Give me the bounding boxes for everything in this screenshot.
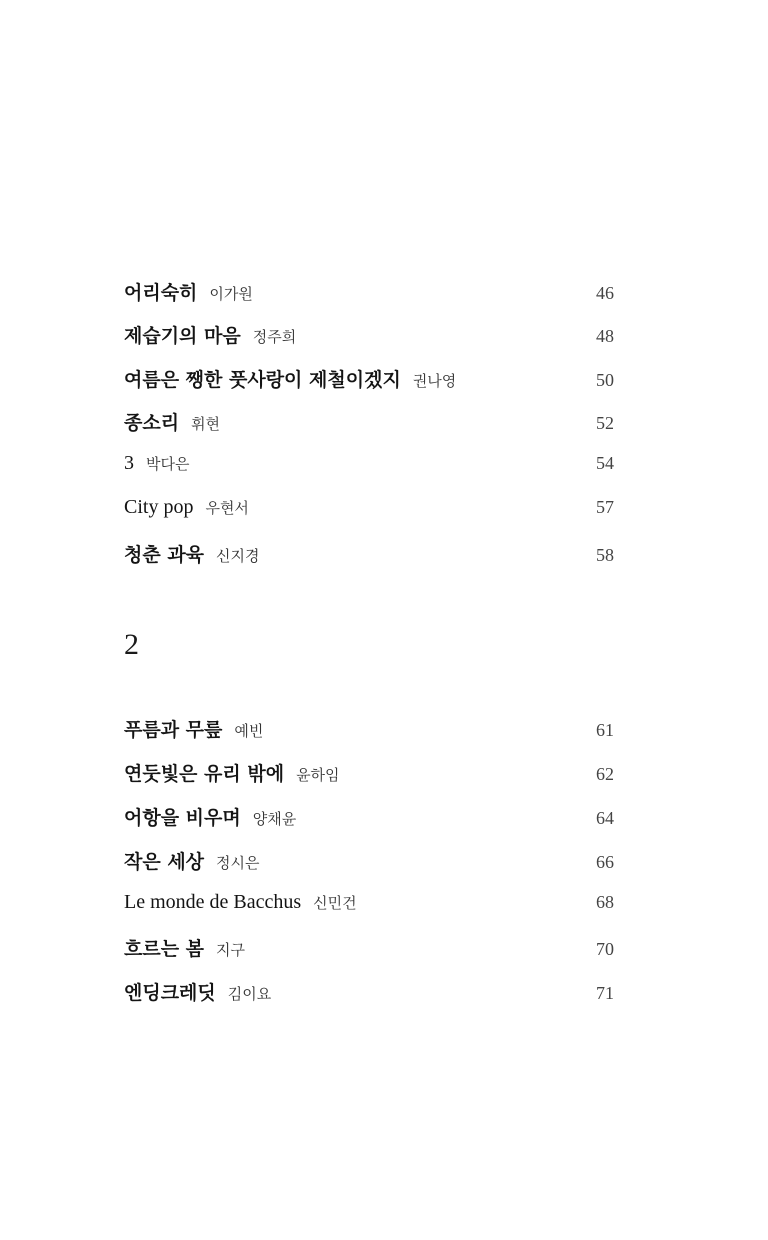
entry-title: 흐르는 봄 xyxy=(124,938,205,960)
entry-title: 엔딩크레딧 xyxy=(124,982,216,1004)
entry-page-number: 57 xyxy=(596,497,614,517)
part-number-heading: 2 xyxy=(124,628,139,661)
entry-author: 김이요 xyxy=(227,985,272,1003)
entry-author: 정시은 xyxy=(216,854,260,872)
toc-entry xyxy=(124,365,614,395)
entry-title: 청춘 과육 xyxy=(124,544,205,566)
toc-entry xyxy=(124,978,614,1008)
entry-author: 박다은 xyxy=(146,455,190,473)
toc-entry xyxy=(124,540,614,570)
entry-page-number: 68 xyxy=(596,892,614,912)
entry-title: 제습기의 마음 xyxy=(124,325,241,347)
entry-title: Le monde de Bacchus xyxy=(124,891,302,913)
toc-entry xyxy=(124,452,614,482)
entry-title: 3 xyxy=(124,452,134,474)
toc-entry xyxy=(124,803,614,833)
toc-entry xyxy=(124,759,614,789)
entry-author: 휘현 xyxy=(191,415,221,433)
entry-author: 정주희 xyxy=(252,328,297,346)
entry-title: 어리숙히 xyxy=(124,282,198,304)
entry-page-number: 64 xyxy=(596,808,614,828)
entry-title: 푸름과 무릎 xyxy=(124,719,223,741)
toc-entry xyxy=(124,408,614,438)
entry-title: City pop xyxy=(124,496,194,518)
entry-author: 권나영 xyxy=(412,372,457,390)
entry-page-number: 54 xyxy=(596,453,614,473)
entry-page-number: 61 xyxy=(596,720,614,740)
entry-author: 예빈 xyxy=(234,722,264,740)
entry-title: 종소리 xyxy=(124,412,180,434)
toc-entry xyxy=(124,321,614,351)
entry-title: 어항을 비우며 xyxy=(124,807,241,829)
entry-page-number: 50 xyxy=(596,370,614,390)
toc-entry xyxy=(124,278,614,308)
entry-title: 여름은 쨍한 풋사랑이 제철이겠지 xyxy=(124,369,401,391)
entry-author: 지구 xyxy=(216,941,246,959)
entry-author: 신지경 xyxy=(216,547,260,565)
entry-author: 신민건 xyxy=(313,894,357,912)
entry-page-number: 52 xyxy=(596,413,614,433)
entry-author: 우현서 xyxy=(205,499,249,517)
toc-entry xyxy=(124,934,614,964)
entry-page-number: 62 xyxy=(596,764,614,784)
entry-title: 작은 세상 xyxy=(124,851,205,873)
entry-title: 연둣빛은 유리 밖에 xyxy=(124,763,285,785)
entry-page-number: 71 xyxy=(596,983,614,1003)
entry-author: 양채윤 xyxy=(252,810,297,828)
entry-page-number: 70 xyxy=(596,939,614,959)
toc-entry xyxy=(124,847,614,877)
entry-author: 이가원 xyxy=(209,285,253,303)
toc-entry xyxy=(124,891,614,921)
entry-page-number: 48 xyxy=(596,326,614,346)
entry-page-number: 46 xyxy=(596,283,614,303)
entry-page-number: 58 xyxy=(596,545,614,565)
toc-entry xyxy=(124,715,614,745)
entry-page-number: 66 xyxy=(596,852,614,872)
entry-author: 윤하임 xyxy=(296,766,340,784)
toc-entry xyxy=(124,496,614,526)
